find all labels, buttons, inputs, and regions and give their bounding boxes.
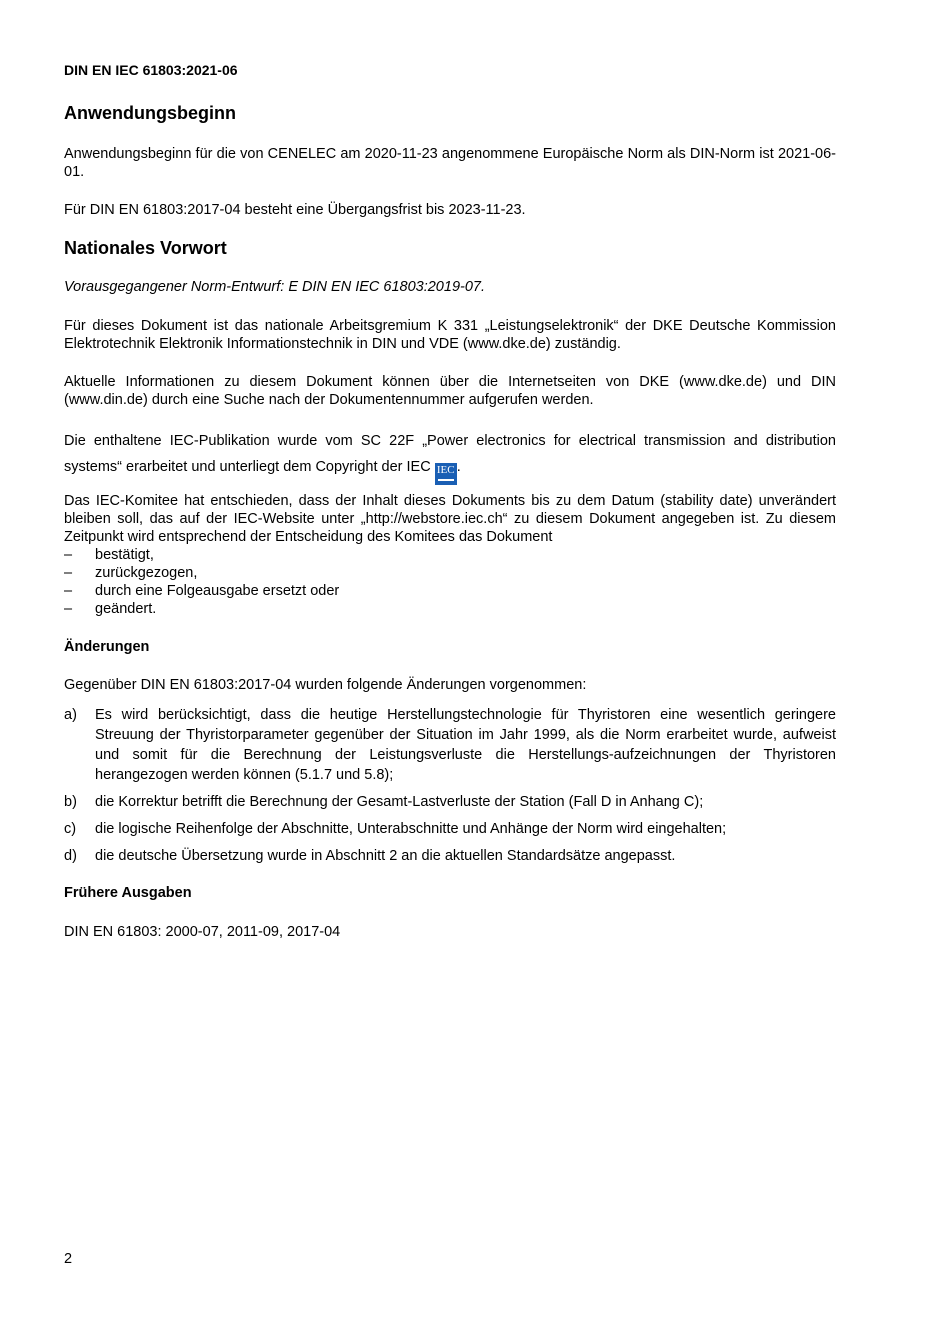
heading-nationales-vorwort: Nationales Vorwort: [64, 238, 227, 258]
changes-list: [64, 705, 836, 873]
vorwort-paragraph-3: [64, 428, 836, 485]
heading-aenderungen: Änderungen: [64, 639, 150, 655]
list-item: c) die logische Reihenfolge der Abschnitte, Unterabschnitte und Anhänge der Norm wird eingehalten;: [64, 821, 727, 837]
vorwort-paragraph-4: [64, 492, 836, 618]
anwendung-paragraph-2: Für DIN EN 61803:2017-04 besteht eine Übergangsfrist bis 2023-11-23.: [64, 202, 526, 218]
dash-marker: –: [64, 565, 73, 581]
stability-date-text: Das IEC-Komitee hat entschieden, dass der Inhalt dieses Dokuments bis zu dem Datum (stability date) unverändert bleiben soll, das auf der IEC-Website unter „http://webstore.iec.ch“ zu diesem Dokument angegeben ist. Zu diesem Zeitpunkt wird entsprechend der Entscheidung des Komitees das Dokument: [64, 493, 836, 545]
list-item: b) die Korrektur betrifft die Berechnung der Gesamt-Lastverluste der Station (Fall D in Anhang C);: [64, 794, 704, 810]
heading-anwendungsbeginn: Anwendungsbeginn: [64, 103, 236, 123]
list-item: – geändert.: [64, 601, 157, 617]
anwendung-paragraph-1: Anwendungsbeginn für die von CENELEC am 2020-11-23 angenommene Europäische Norm als DIN-Norm ist 2021-06-01.: [64, 146, 836, 180]
copyright-text: Die enthaltene IEC-Publikation wurde vom SC 22F „Power electronics for electrical transmission and distribution systems“ erarbeitet und unterliegt dem Copyright der IEC: [64, 433, 836, 475]
list-item: – durch eine Folgeausgabe ersetzt oder: [64, 583, 340, 599]
list-item: d) die deutsche Übersetzung wurde in Abschnitt 2 an die aktuellen Standardsätze angepasst.: [64, 848, 676, 864]
page-number: 2: [64, 1251, 73, 1267]
list-item: – zurückgezogen,: [64, 565, 198, 581]
dash-marker: –: [64, 583, 73, 599]
copyright-period: .: [456, 459, 461, 475]
dash-marker: –: [64, 547, 73, 563]
aenderungen-intro: Gegenüber DIN EN 61803:2017-04 wurden folgende Änderungen vorgenommen:: [64, 677, 587, 693]
previous-editions: DIN EN 61803: 2000-07, 2011-09, 2017-04: [64, 924, 341, 940]
list-item: a) Es wird berücksichtigt, dass die heutige Herstellungstechnologie für Thyristoren eine wesentlich geringere Streuung der Thyristorparameter gegenüber der Situation im Jahr 1999, als die Norm erarbeitet wurde, aufweist und somit für die Berechnung der Leistungsverluste die Herstellungs-aufzeichnungen der Thyristoren herangezogen werden können (5.1.7 und 5.8);: [64, 707, 836, 783]
document-id: DIN EN IEC 61803:2021-06: [64, 62, 238, 78]
iec-logo-icon: IEC: [435, 463, 457, 485]
list-item: – bestätigt,: [64, 547, 154, 563]
dash-marker: –: [64, 601, 73, 617]
decision-options-list: [64, 546, 836, 618]
vorwort-paragraph-2: Aktuelle Informationen zu diesem Dokument können über die Internetseiten von DKE (www.dke.de) und DIN (www.din.de) durch eine Suche nach der Dokumentennummer aufgerufen werden.: [64, 374, 836, 408]
vorwort-paragraph-1: Für dieses Dokument ist das nationale Arbeitsgremium K 331 „Leistungselektronik“ der DKE Deutsche Kommission Elektrotechnik Elektronik Informationstechnik in DIN und VDE (www.dke.de) zuständig.: [64, 318, 836, 352]
draft-reference: Vorausgegangener Norm-Entwurf: E DIN EN IEC 61803:2019-07.: [64, 279, 485, 295]
heading-fruehere-ausgaben: Frühere Ausgaben: [64, 885, 192, 901]
